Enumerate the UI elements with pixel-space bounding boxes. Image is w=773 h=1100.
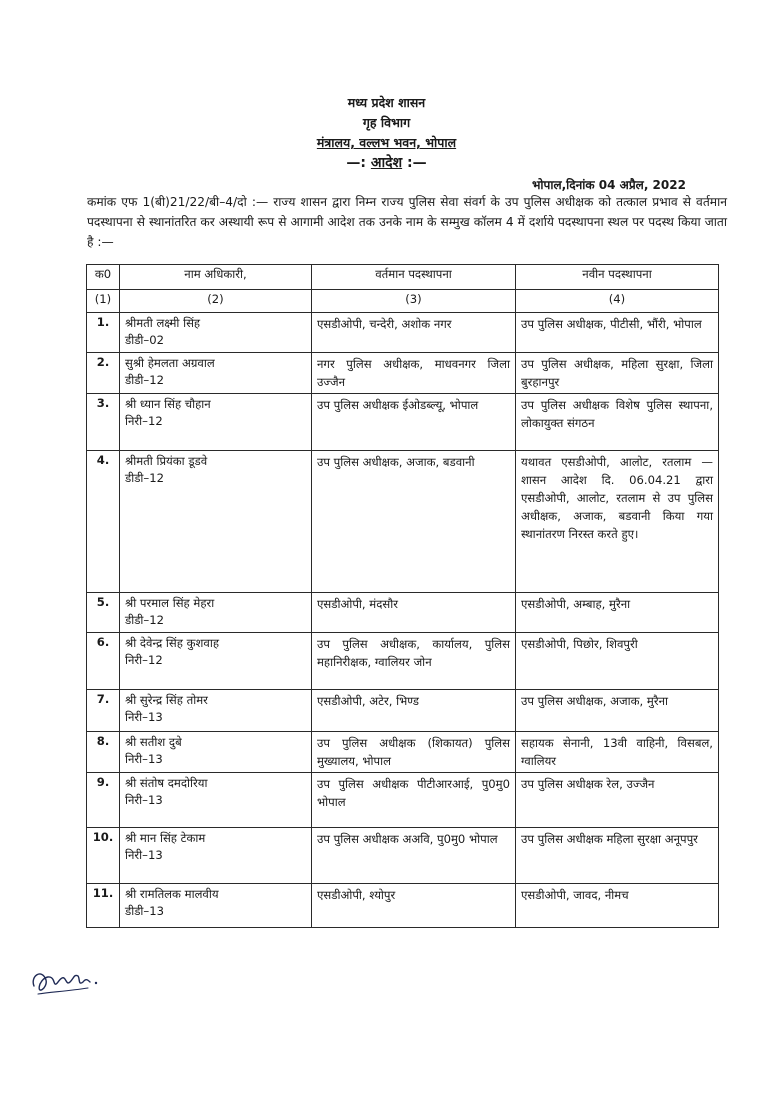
officer-cell bbox=[120, 353, 312, 394]
serial-number: 2. bbox=[87, 353, 120, 394]
transfer-table bbox=[86, 264, 719, 928]
ministry-address-text: मंत्रालय, वल्लभ भवन, भोपाल bbox=[316, 135, 457, 150]
column-number: (1) bbox=[87, 290, 120, 313]
table-row bbox=[87, 732, 719, 773]
officer-name: श्रीमती प्रियंका डूडवे bbox=[125, 454, 208, 468]
officer-name: श्री संतोष दमदोरिया bbox=[125, 776, 208, 790]
officer-code: डीडी–13 bbox=[125, 904, 164, 918]
officer-name: सुश्री हेमलता अग्रवाल bbox=[125, 356, 215, 370]
department-name: गृह विभाग bbox=[362, 115, 411, 130]
officer-name: श्रीमती लक्ष्मी सिंह bbox=[125, 316, 201, 330]
table-row bbox=[87, 394, 719, 451]
officer-code: निरी–13 bbox=[125, 848, 163, 862]
current-posting: उप पुलिस अधीक्षक (शिकायत) पुलिस मुख्यालय, भोपाल bbox=[312, 732, 516, 773]
new-posting: उप पुलिस अधीक्षक महिला सुरक्षा अनूपपुर bbox=[516, 828, 719, 884]
officer-name: श्री सुरेन्द्र सिंह तोमर bbox=[125, 693, 208, 707]
officer-name: श्री ध्यान सिंह चौहान bbox=[125, 397, 211, 411]
officer-cell bbox=[120, 690, 312, 732]
current-posting: एसडीओपी, चन्देरी, अशोक नगर bbox=[312, 313, 516, 353]
serial-number: 5. bbox=[87, 593, 120, 633]
table-row bbox=[87, 353, 719, 394]
officer-code: डीडी–12 bbox=[125, 373, 164, 387]
current-posting: एसडीओपी, श्योपुर bbox=[312, 884, 516, 928]
header-officer-name: नाम अधिकारी, bbox=[120, 265, 312, 290]
header-new-posting: नवीन पदस्थापना bbox=[516, 265, 719, 290]
officer-code: निरी–12 bbox=[125, 653, 163, 667]
order-title-prefix: —: bbox=[346, 155, 366, 171]
column-number: (3) bbox=[312, 290, 516, 313]
serial-number: 8. bbox=[87, 732, 120, 773]
serial-number: 6. bbox=[87, 633, 120, 690]
table-row bbox=[87, 884, 719, 928]
officer-code: डीडी–12 bbox=[125, 471, 164, 485]
order-title-suffix: :— bbox=[407, 155, 427, 171]
officer-cell bbox=[120, 884, 312, 928]
serial-number: 1. bbox=[87, 313, 120, 353]
new-posting: एसडीओपी, अम्बाह, मुरैना bbox=[516, 593, 719, 633]
order-date: भोपाल,दिनांक 04 अप्रैल, 2022 bbox=[532, 178, 686, 192]
officer-cell bbox=[120, 828, 312, 884]
new-posting: यथावत एसडीओपी, आलोट, रतलाम — शासन आदेश दि. 06.04.21 द्वारा एसडीओपी, आलोट, रतलाम से उप पुलिस अधीक्षक, अजाक, बडवानी किया गया स्थानांतरण निरस्त करते हुए। bbox=[516, 451, 719, 593]
government-name: मध्य प्रदेश शासन bbox=[347, 95, 426, 110]
signature-mark bbox=[28, 958, 108, 1003]
officer-cell bbox=[120, 732, 312, 773]
serial-number: 4. bbox=[87, 451, 120, 593]
header-current-posting: वर्तमान पदस्थापना bbox=[312, 265, 516, 290]
current-posting: उप पुलिस अधीक्षक अअवि, पु0मु0 भोपाल bbox=[312, 828, 516, 884]
table-header-row bbox=[87, 265, 719, 290]
current-posting: उप पुलिस अधीक्षक, कार्यालय, पुलिस महानिरीक्षक, ग्वालियर जोन bbox=[312, 633, 516, 690]
current-posting: नगर पुलिस अधीक्षक, माधवनगर जिला उज्जैन bbox=[312, 353, 516, 394]
new-posting: उप पुलिस अधीक्षक, महिला सुरक्षा, जिला बुरहानपुर bbox=[516, 353, 719, 394]
officer-code: डीडी–12 bbox=[125, 613, 164, 627]
current-posting: एसडीओपी, अटेर, भिण्ड bbox=[312, 690, 516, 732]
officer-code: निरी–13 bbox=[125, 710, 163, 724]
officer-name: श्री देवेन्द्र सिंह कुशवाह bbox=[125, 636, 219, 650]
current-posting: एसडीओपी, मंदसौर bbox=[312, 593, 516, 633]
officer-cell bbox=[120, 633, 312, 690]
current-posting: उप पुलिस अधीक्षक, अजाक, बडवानी bbox=[312, 451, 516, 593]
column-number: (4) bbox=[516, 290, 719, 313]
officer-code: निरी–12 bbox=[125, 414, 163, 428]
new-posting: एसडीओपी, जावद, नीमच bbox=[516, 884, 719, 928]
table-row bbox=[87, 773, 719, 828]
officer-cell bbox=[120, 394, 312, 451]
serial-number: 9. bbox=[87, 773, 120, 828]
header-serial: क0 bbox=[87, 265, 120, 290]
officer-cell bbox=[120, 773, 312, 828]
order-intro-paragraph: कमांक एफ 1(बी)21/22/बी–4/दो :— राज्य शासन द्वारा निम्न राज्य पुलिस सेवा संवर्ग के उप पुलिस अधीक्षक को तत्काल प्रभाव से वर्तमान पदस्थापना से स्थानांतरित कर अस्थायी रूप से आगामी आदेश तक उनके नाम के सम्मुख कॉलम 4 में दर्शाये पदस्थापना स्थल पर पदस्थ किया जाता है :— bbox=[87, 195, 727, 249]
new-posting: सहायक सेनानी, 13वी वाहिनी, विसबल, ग्वालियर bbox=[516, 732, 719, 773]
officer-cell bbox=[120, 593, 312, 633]
officer-name: श्री सतीश दुबे bbox=[125, 735, 182, 749]
officer-name: श्री परमाल सिंह मेहरा bbox=[125, 596, 215, 610]
order-title-word: आदेश bbox=[370, 155, 403, 171]
table-row bbox=[87, 451, 719, 593]
new-posting: उप पुलिस अधीक्षक विशेष पुलिस स्थापना, लोकायुक्त संगठन bbox=[516, 394, 719, 451]
ministry-address bbox=[0, 134, 773, 151]
table-row bbox=[87, 690, 719, 732]
new-posting: उप पुलिस अधीक्षक, अजाक, मुरैना bbox=[516, 690, 719, 732]
new-posting: उप पुलिस अधीक्षक रेल, उज्जैन bbox=[516, 773, 719, 828]
officer-code: निरी–13 bbox=[125, 752, 163, 766]
serial-number: 11. bbox=[87, 884, 120, 928]
current-posting: उप पुलिस अधीक्षक ईओडब्ल्यू, भोपाल bbox=[312, 394, 516, 451]
officer-name: श्री मान सिंह टेकाम bbox=[125, 831, 206, 845]
table-row bbox=[87, 593, 719, 633]
officer-code: डीडी–02 bbox=[125, 333, 164, 347]
serial-number: 3. bbox=[87, 394, 120, 451]
column-number: (2) bbox=[120, 290, 312, 313]
new-posting: एसडीओपी, पिछोर, शिवपुरी bbox=[516, 633, 719, 690]
order-title bbox=[0, 153, 773, 172]
table-row bbox=[87, 828, 719, 884]
serial-number: 10. bbox=[87, 828, 120, 884]
officer-name: श्री रामतिलक मालवीय bbox=[125, 887, 219, 901]
table-column-number-row bbox=[87, 290, 719, 313]
table-row bbox=[87, 313, 719, 353]
serial-number: 7. bbox=[87, 690, 120, 732]
current-posting: उप पुलिस अधीक्षक पीटीआरआई, पु0मु0 भोपाल bbox=[312, 773, 516, 828]
officer-cell bbox=[120, 451, 312, 593]
officer-code: निरी–13 bbox=[125, 793, 163, 807]
new-posting: उप पुलिस अधीक्षक, पीटीसी, भौंरी, भोपाल bbox=[516, 313, 719, 353]
officer-cell bbox=[120, 313, 312, 353]
table-row bbox=[87, 633, 719, 690]
